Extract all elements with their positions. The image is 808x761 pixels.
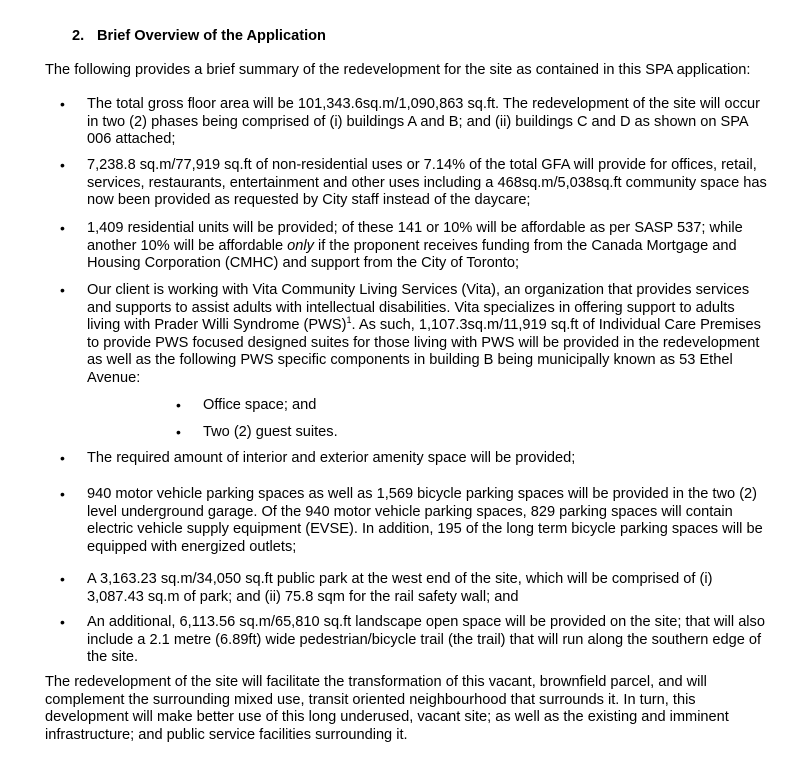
list-item-text: The total gross floor area will be 101,343.6sq.m/1,090,863 sq.ft. The redevelopment of the site will occur in two (2) phases being comprised of (i) buildings A and B; and (ii) buildings C and D as shown on SPA 006 attached;: [87, 96, 761, 147]
section-number: 2.: [72, 28, 85, 44]
closing-paragraph: The redevelopment of the site will facilitate the transformation of this vacant, brownfield parcel, and will complement the surrounding mixed use, transit oriented neighbourhood that surrounds it. In turn, this development will make better use of this long underused, vacant site; as well as the existing and imminent infrastructure; and public service facilities surrounding it.: [45, 674, 729, 743]
bullet-icon: •: [60, 450, 65, 466]
bullet-icon: •: [176, 397, 181, 413]
list-item-text: The required amount of interior and exterior amenity space will be provided;: [87, 450, 576, 466]
bullet-icon: •: [176, 424, 181, 440]
list-item-text-part: if the proponent receives funding from the Canada Mortgage and Housing Corporation (CMHC) and support from the City of Toronto;: [87, 237, 737, 271]
list-item-text: An additional, 6,113.56 sq.m/65,810 sq.ft landscape open space will be provided on the site; that will also include a 2.1 metre (6.89ft) wide pedestrian/bicycle trail (the trail) that will run along the southern edge of the site.: [87, 614, 765, 665]
list-item-text: [87, 220, 767, 273]
bullet-icon: •: [60, 282, 65, 298]
list-item-text: 7,238.8 sq.m/77,919 sq.ft of non-residential uses or 7.14% of the total GFA will provide for offices, retail, services, restaurants, entertainment and other uses including a 468sq.m/5,038sq.ft community space has now been provided as requested by City staff instead of the daycare;: [87, 157, 767, 208]
list-item-text-part: Our client is working with Vita Community Living Services (Vita), an organization that provides services and supports to assist adults with intellectual disabilities. Vita specializes in offering support to adults living with Prader Willi Syndrome (PWS): [87, 282, 750, 333]
bullet-icon: •: [60, 96, 65, 112]
list-item-text-part: . As such, 1,107.3sq.m/11,919 sq.ft of Individual Care Premises to provide PWS focused designed suites for those living with PWS will be provided in the redevelopment as well as the following PWS specific components in building B being municipally known as 53 Ethel Avenue:: [87, 317, 761, 386]
bullet-icon: •: [60, 571, 65, 587]
bullet-icon: •: [60, 486, 65, 502]
bullet-icon: •: [60, 157, 65, 173]
section-title: Brief Overview of the Application: [97, 28, 326, 44]
emphasis-text: only: [287, 237, 314, 254]
sub-list-item-text: Office space; and: [203, 397, 317, 413]
list-item-text-part: 1,409 residential units will be provided; of these 141 or 10% will be affordable as per SASP 537; while another 10% will be affordable: [87, 220, 743, 254]
list-item-text: 940 motor vehicle parking spaces as well as 1,569 bicycle parking spaces will be provided in the two (2) level underground garage. Of the 940 motor vehicle parking spaces, 829 parking spaces will contain electric vehicle supply equipment (EVSE). In addition, 195 of the long term bicycle parking spaces will be equipped with energized outlets;: [87, 486, 763, 555]
intro-paragraph: The following provides a brief summary of the redevelopment for the site as contained in this SPA application:: [45, 62, 751, 78]
bullet-icon: •: [60, 220, 65, 236]
bullet-icon: •: [60, 614, 65, 630]
section-heading: [72, 28, 326, 46]
footnote-marker: 1: [346, 315, 352, 326]
sub-list-item-text: Two (2) guest suites.: [203, 424, 338, 440]
list-item-text: A 3,163.23 sq.m/34,050 sq.ft public park at the west end of the site, which will be comprised of (i) 3,087.43 sq.m of park; and (ii) 75.8 sqm for the rail safety wall; and: [87, 571, 713, 605]
list-item-text: [87, 282, 767, 387]
